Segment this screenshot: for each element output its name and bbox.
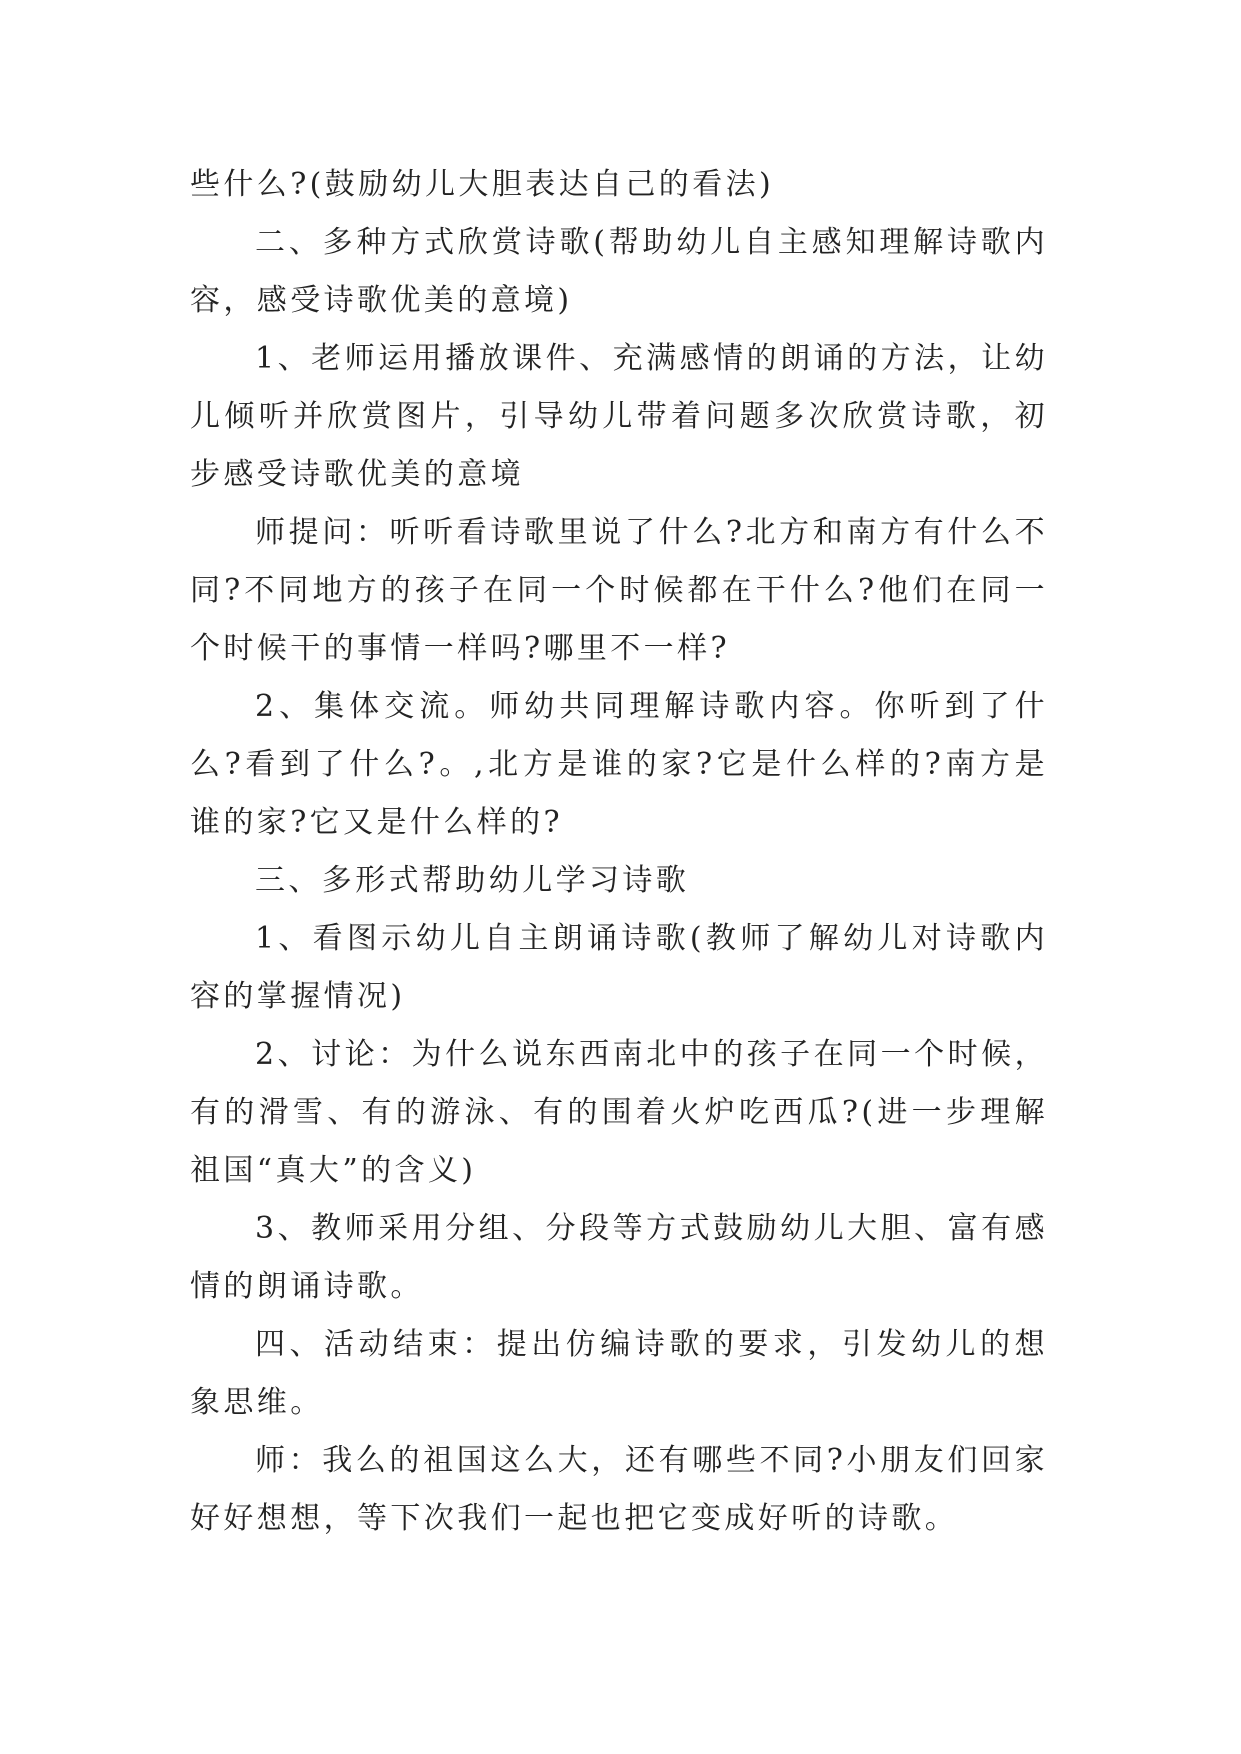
paragraph: 师：我么的祖国这么大，还有哪些不同?小朋友们回家好好想想，等下次我们一起也把它变成好听的诗歌。 [190,1443,1048,1536]
section-heading: 三、多形式帮助幼儿学习诗歌 [255,863,690,898]
paragraph: 些什么?(鼓励幼儿大胆表达自己的看法) [190,167,775,202]
paragraph: 3、教师采用分组、分段等方式鼓励幼儿大胆、富有感情的朗诵诗歌。 [190,1211,1048,1304]
paragraph: 1、看图示幼儿自主朗诵诗歌(教师了解幼儿对诗歌内容的掌握情况) [190,921,1048,1014]
paragraph: 1、老师运用播放课件、充满感情的朗诵的方法，让幼儿倾听并欣赏图片，引导幼儿带着问题多次欣赏诗歌，初步感受诗歌优美的意境 [190,341,1048,492]
document-body [190,156,1048,1548]
section-heading: 二、多种方式欣赏诗歌(帮助幼儿自主感知理解诗歌内容，感受诗歌优美的意境) [190,225,1048,318]
paragraph: 2、集体交流。师幼共同理解诗歌内容。你听到了什么?看到了什么?。,北方是谁的家?它是什么样的?南方是谁的家?它又是什么样的? [190,689,1048,840]
paragraph: 师提问：听听看诗歌里说了什么?北方和南方有什么不同?不同地方的孩子在同一个时候都在干什么?他们在同一个时候干的事情一样吗?哪里不一样? [190,515,1048,666]
section-heading: 四、活动结束：提出仿编诗歌的要求，引发幼儿的想象思维。 [190,1327,1048,1420]
paragraph: 2、讨论：为什么说东西南北中的孩子在同一个时候，有的滑雪、有的游泳、有的围着火炉吃西瓜?(进一步理解祖国“真大”的含义) [190,1037,1048,1188]
